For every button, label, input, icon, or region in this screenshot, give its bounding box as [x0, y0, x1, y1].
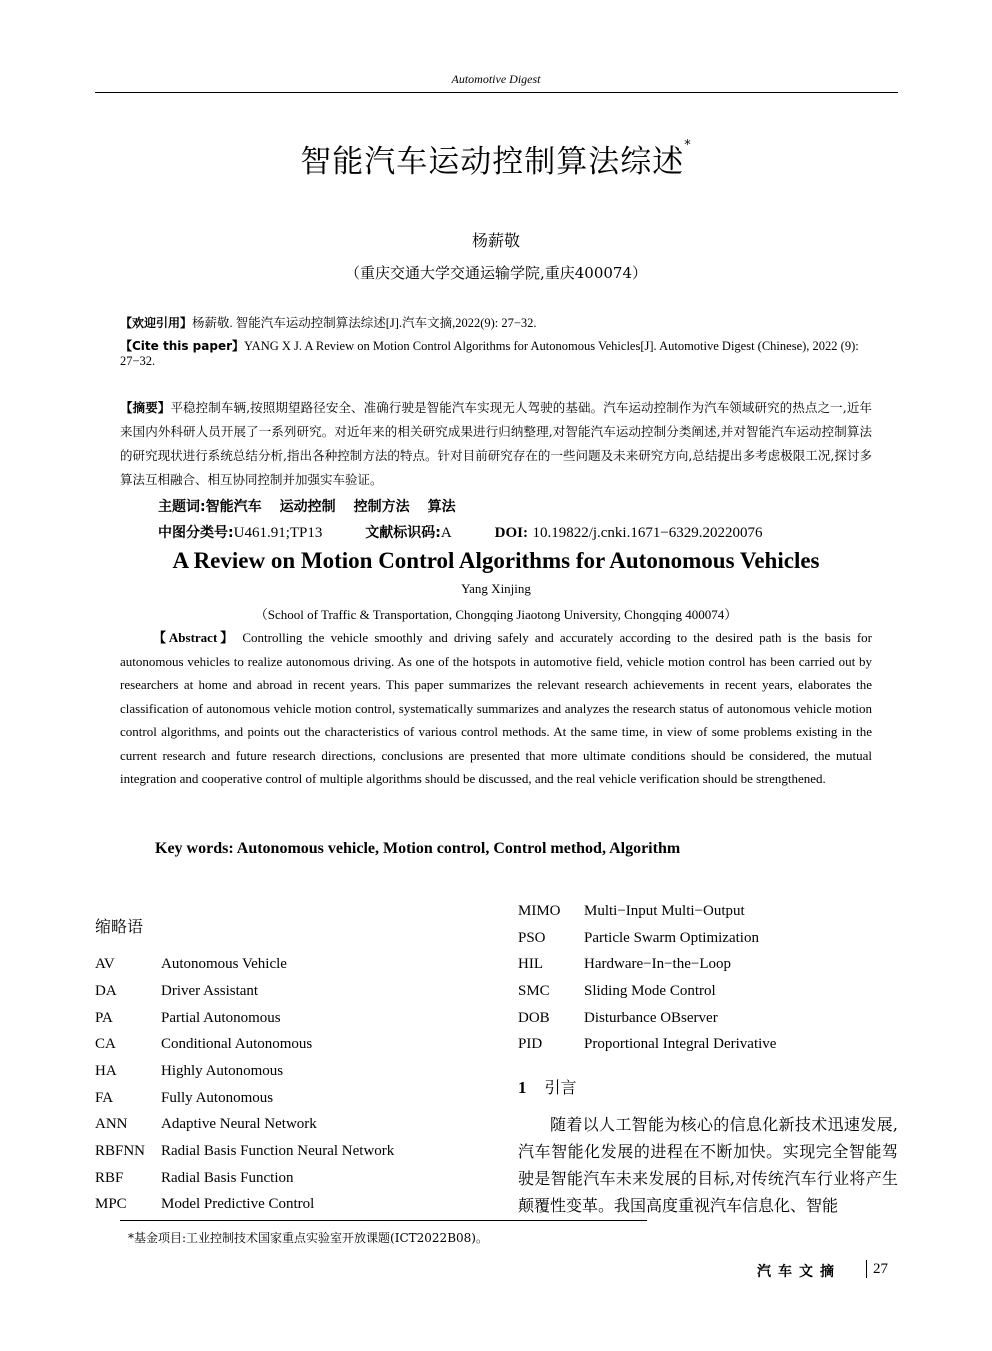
keywords-cn-label: 主题词:: [158, 499, 206, 515]
cite-en: [120, 339, 872, 369]
abbr-full: Hardware−In−the−Loop: [584, 956, 731, 972]
keyword-cn: 控制方法: [353, 499, 410, 515]
abbr-row: [95, 1116, 495, 1142]
body-paragraph: 随着以人工智能为核心的信息化新技术迅速发展,汽车智能化发展的进程在不断加快。实现完全智能驾驶是智能汽车未来发展的目标,对传统汽车行业将产生颠覆性变革。我国高度重视汽车信息化、智能: [518, 1115, 898, 1215]
abbr-full: Multi−Input Multi−Output: [584, 903, 745, 919]
section-title: 引言: [544, 1078, 577, 1097]
keyword-cn: 算法: [427, 499, 456, 515]
doi-label: DOI:: [494, 525, 528, 541]
abbr-row: [95, 1090, 495, 1116]
abbr-row: [95, 1170, 495, 1196]
abbr-code: FA: [95, 1090, 114, 1106]
abbr-code: HIL: [518, 956, 543, 972]
cite-cn-text: 杨薪敬. 智能汽车运动控制算法综述[J].汽车文摘,2022(9): 27−32.: [192, 316, 537, 330]
author-en: Yang Xinjing: [461, 581, 531, 596]
author-cn: 杨薪敬: [471, 231, 520, 250]
abbr-code: ANN: [95, 1116, 128, 1132]
abstract-en-label: 【Abstract】: [150, 630, 237, 645]
abbr-code: RBF: [95, 1170, 124, 1186]
affiliation-en: （School of Traffic & Transportation, Chongqing Jiaotong University, Chongqing 400074）: [254, 607, 738, 622]
abbr-row: [95, 983, 495, 1009]
abbr-row: [518, 983, 898, 1009]
keywords-cn: [158, 496, 474, 516]
title-cn-text: 智能汽车运动控制算法综述: [300, 144, 685, 180]
clc-value: U461.91;TP13: [233, 525, 323, 541]
abbr-row: [95, 1036, 495, 1062]
footer-journal-name: 汽车文摘: [757, 1264, 841, 1280]
header-rule: [95, 92, 898, 93]
abbr-full: Conditional Autonomous: [161, 1036, 313, 1052]
abstract-en: [120, 626, 872, 791]
footnote: *基金项目:工业控制技术国家重点实验室开放课题(ICT2022B08)。: [128, 1231, 488, 1245]
abbr-full: Adaptive Neural Network: [161, 1116, 317, 1132]
cite-cn: [120, 316, 872, 331]
page-number: 27: [873, 1261, 888, 1277]
abstract-cn-text: 平稳控制车辆,按照期望路径安全、准确行驶是智能汽车实现无人驾驶的基础。汽车运动控制作为汽车领域研究的热点之一,近年来国内外科研人员开展了一系列研究。对近年来的相关研究成果进行归纳整理,对智能汽车运动控制分类阐述,并对智能汽车运动控制算法的研究现状进行系统总结分析,指出各种控制方法的特点。针对目前研究存在的一些问题及未来研究方向,总结提出多考虑极限工况,探讨多算法互相融合、相互协同控制并加强实车验证。: [120, 400, 872, 487]
keywords-en: Key words: Autonomous vehicle, Motion control, Control method, Algorithm: [155, 840, 681, 857]
abbr-row: [518, 956, 898, 982]
cite-cn-label: 【欢迎引用】: [120, 316, 193, 330]
abbr-full: Fully Autonomous: [161, 1090, 274, 1106]
abbr-full: Autonomous Vehicle: [161, 956, 287, 972]
abstract-cn: [120, 396, 872, 492]
abbr-full: Disturbance OBserver: [584, 1010, 718, 1026]
abbr-code: MPC: [95, 1196, 127, 1212]
abbr-row: [518, 1010, 898, 1036]
abbr-full: Model Predictive Control: [161, 1196, 315, 1212]
abbr-full: Sliding Mode Control: [584, 983, 716, 999]
section-body: [518, 1111, 898, 1219]
abbr-full: Driver Assistant: [161, 983, 259, 999]
affiliation-cn: （重庆交通大学交通运输学院,重庆400074）: [344, 264, 648, 282]
abbr-row: [95, 1010, 495, 1036]
doi-value: 10.19822/j.cnki.1671−6329.20220076: [532, 525, 763, 541]
abbr-code: AV: [95, 956, 115, 972]
footer-separator: [866, 1260, 867, 1278]
section-heading: [518, 1075, 577, 1098]
abbr-code: RBFNN: [95, 1143, 146, 1159]
abbr-code: PA: [95, 1010, 113, 1026]
abbr-code: DA: [95, 983, 117, 999]
abbr-full: Radial Basis Function: [161, 1170, 294, 1186]
abbr-row: [95, 1143, 495, 1169]
abbr-row: [95, 1196, 495, 1222]
abbr-full: Highly Autonomous: [161, 1063, 284, 1079]
abbr-code: HA: [95, 1063, 117, 1079]
clc-label: 中图分类号:: [158, 525, 234, 541]
title-cn: [0, 136, 992, 181]
doc-code-value: A: [440, 525, 452, 541]
abbr-row: [518, 930, 898, 956]
section-number: 1: [518, 1078, 527, 1097]
abbr-code: DOB: [518, 1010, 550, 1026]
abbr-code: SMC: [518, 983, 550, 999]
abbr-row: [518, 903, 898, 929]
abbr-row: [95, 956, 495, 982]
keyword-cn: 运动控制: [279, 499, 336, 515]
abbr-full: Radial Basis Function Neural Network: [161, 1143, 395, 1159]
abbr-row: [95, 1063, 495, 1089]
cite-en-label: 【Cite this paper】: [120, 339, 245, 353]
abbr-full: Particle Swarm Optimization: [584, 930, 759, 946]
abbreviations-heading: 缩略语: [95, 917, 144, 936]
title-footnote-mark: *: [684, 138, 692, 153]
abbr-full: Partial Autonomous: [161, 1010, 281, 1026]
running-head: Automotive Digest: [451, 72, 541, 86]
abbr-code: CA: [95, 1036, 116, 1052]
abstract-cn-label: 【摘要】: [120, 400, 171, 415]
abbr-code: PID: [518, 1036, 543, 1052]
keyword-cn: 智能汽车: [205, 499, 262, 515]
abbr-code: PSO: [518, 930, 546, 946]
abbr-row: [518, 1036, 898, 1062]
doc-code-label: 文献标识码:: [365, 525, 441, 541]
title-en: A Review on Motion Control Algorithms for Autonomous Vehicles: [172, 548, 820, 573]
abbr-code: MIMO: [518, 903, 561, 919]
abbr-full: Proportional Integral Derivative: [584, 1036, 777, 1052]
footnote-rule: [120, 1220, 647, 1221]
cite-en-text: YANG X J. A Review on Motion Control Algorithms for Autonomous Vehicles[J]. Automotive Digest (Chinese), 2022 (9): 27−32.: [120, 339, 859, 368]
abstract-en-text: Controlling the vehicle smoothly and driving safely and accurately according to the desired path is the basis for autonomous vehicles to realize autonomous driving. As one of the hotspots in automotive field, vehicle motion control has been carried out by researchers at home and abroad in recent years. This paper summarizes the relevant research achievements in recent years, elaborates the classification of autonomous vehicle motion control, systematically summarizes and analyzes the research status of autonomous vehicle motion control algorithms, and points out the characteristics of various control methods. At the same time, in view of some problems existing in the current research and future research directions, conclusions are presented that more ultimate conditions should be considered, the mutual integration and cooperative control of multiple algorithms should be discussed, and the real vehicle verification should be strengthened.: [120, 630, 872, 786]
classification-line: [158, 522, 878, 542]
